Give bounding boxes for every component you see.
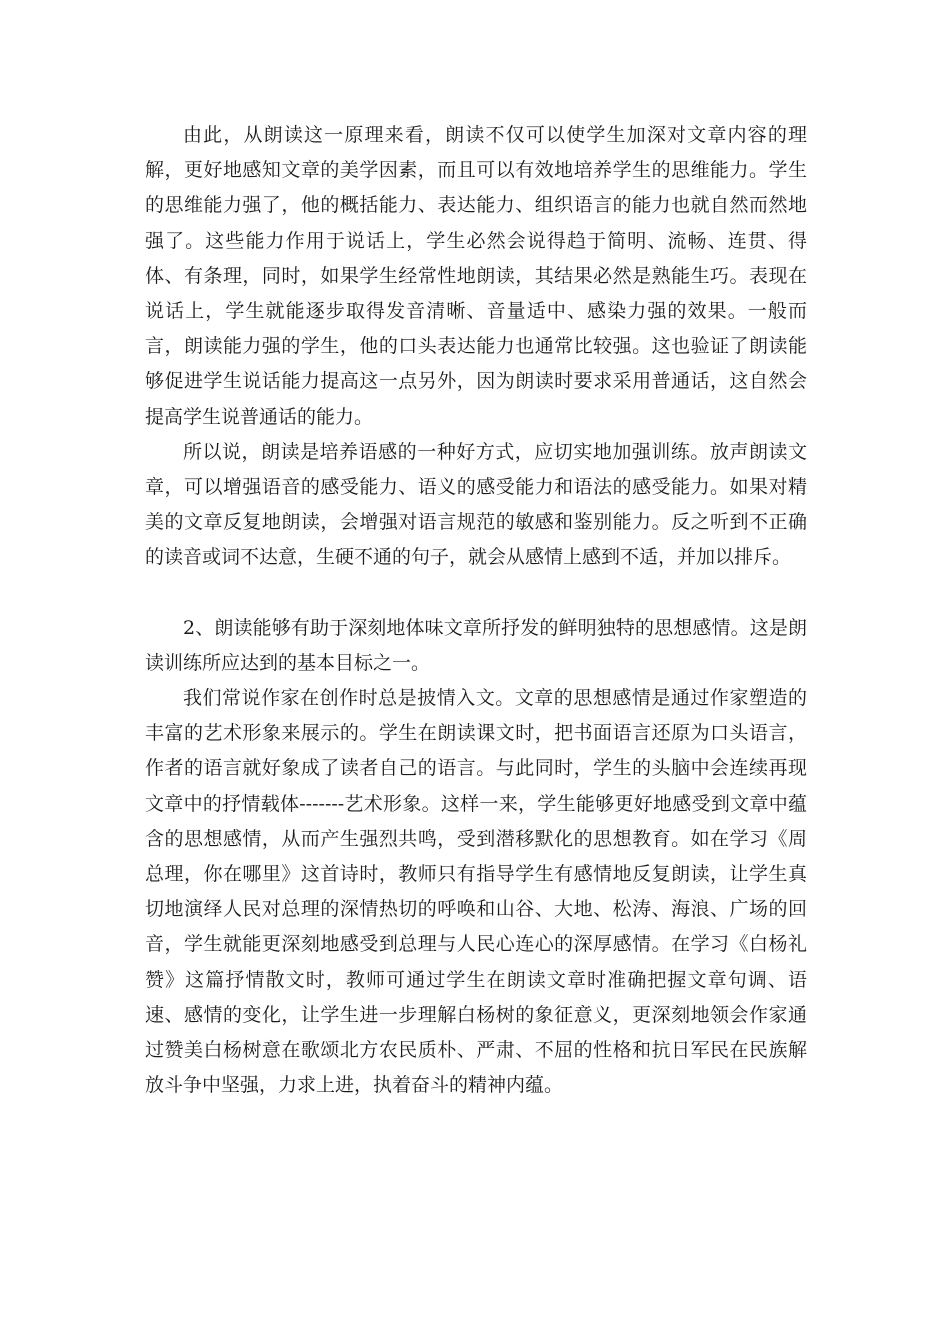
- paragraph-spacer: [145, 576, 807, 611]
- document-body: [145, 118, 807, 1103]
- paragraph-author-emotion: 我们常说作家在创作时总是披情入文。文章的思想感情是通过作家塑造的丰富的艺术形象来展示的。学生在朗读课文时，把书面语言还原为口头语言，作者的语言就好象成了读者自己的语言。与此同时，学生的头脑中会连续再现文章中的抒情载体-------艺术形象。这样一来，学生能够更好地感受到文章中蕴含的思想感情，从而产生强烈共鸣，受到潜移默化的思想教育。如在学习《周总理，你在哪里》这首诗时，教师只有指导学生有感情地反复朗读，让学生真切地演绎人民对总理的深情热切的呼唤和山谷、大地、松涛、海浪、广场的回音，学生就能更深刻地感受到总理与人民心连心的深厚感情。在学习《白杨礼赞》这篇抒情散文时，教师可通过学生在朗读文章时准确把握文章句调、语速、感情的变化，让学生进一步理解白杨树的象征意义，更深刻地领会作家通过赞美白杨树意在歌颂北方农民质朴、严肃、不屈的性格和抗日军民在民族解放斗争中坚强，力求上进，执着奋斗的精神内蕴。: [145, 687, 807, 1097]
- paragraph-language-sense: 所以说，朗读是培养语感的一种好方式，应切实地加强训练。放声朗读文章，可以增强语音的感受能力、语义的感受能力和语法的感受能力。如果对精美的文章反复地朗读，会增强对语言规范的敏感和鉴别能力。反之听到不正确的读音或词不达意，生硬不通的句子，就会从感情上感到不适，并加以排斥。: [145, 440, 807, 569]
- paragraph-reading-principle: 由此，从朗读这一原理来看，朗读不仅可以使学生加深对文章内容的理解，更好地感知文章的美学因素，而且可以有效地培养学生的思维能力。学生的思维能力强了，他的概括能力、表达能力、组织语言的能力也就自然而然地强了。这些能力作用于说话上，学生必然会说得趋于简明、流畅、连贯、得体、有条理，同时，如果学生经常性地朗读，其结果必然是熟能生巧。表现在说话上，学生就能逐步取得发音清晰、音量适中、感染力强的效果。一般而言，朗读能力强的学生，他的口头表达能力也通常比较强。这也验证了朗读能够促进学生说话能力提高这一点另外，因为朗读时要求采用普通话，这自然会提高学生说普通话的能力。: [145, 124, 807, 428]
- paragraph-point-2: 2、朗读能够有助于深刻地体味文章所抒发的鲜明独特的思想感情。这是朗读训练所应达到的基本目标之一。: [145, 616, 807, 674]
